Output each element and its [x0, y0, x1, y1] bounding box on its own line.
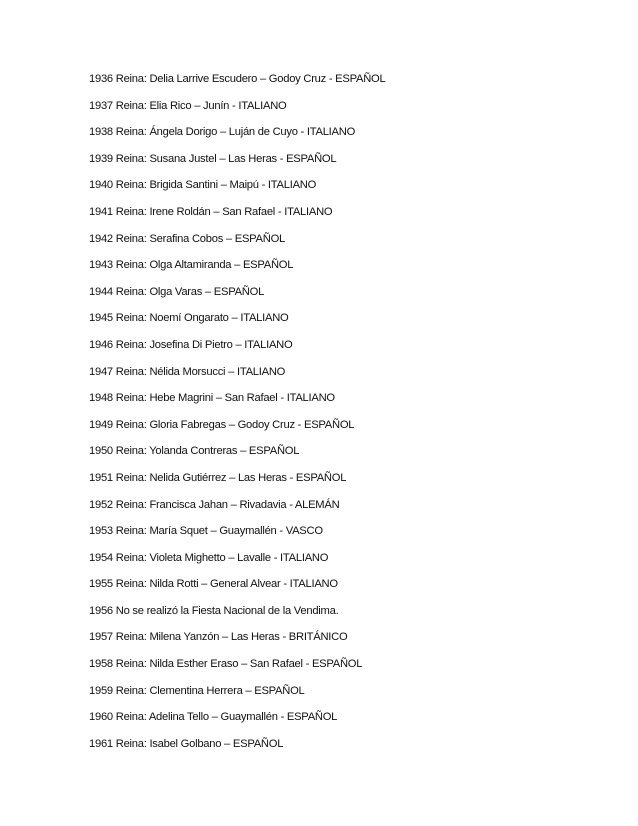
reinas-list	[89, 70, 385, 761]
list-line: 1961 Reina: Isabel Golbano – ESPAÑOL	[89, 737, 284, 750]
list-line: 1948 Reina: Hebe Magrini – San Rafael - ITALIANO	[89, 392, 335, 405]
list-line: 1949 Reina: Gloria Fabregas – Godoy Cruz - ESPAÑOL	[89, 418, 355, 431]
list-line: 1938 Reina: Ángela Dorigo – Luján de Cuyo - ITALIANO	[89, 126, 356, 139]
list-line: 1943 Reina: Olga Altamiranda – ESPAÑOL	[89, 259, 294, 272]
list-line: 1941 Reina: Irene Roldán – San Rafael - ITALIANO	[89, 205, 333, 218]
list-line: 1954 Reina: Violeta Mighetto – Lavalle - ITALIANO	[89, 551, 329, 564]
list-line: 1945 Reina: Noemí Ongarato – ITALIANO	[89, 312, 289, 325]
list-line: 1953 Reina: María Squet – Guaymallén - VASCO	[89, 525, 323, 538]
list-line: 1939 Reina: Susana Justel – Las Heras - ESPAÑOL	[89, 152, 337, 165]
list-line: 1960 Reina: Adelina Tello – Guaymallén - ESPAÑOL	[89, 711, 338, 724]
list-line: 1947 Reina: Nélida Morsucci – ITALIANO	[89, 365, 286, 378]
list-line: 1956 No se realizó la Fiesta Nacional de la Vendima.	[89, 604, 339, 617]
list-line: 1958 Reina: Nilda Esther Eraso – San Rafael - ESPAÑOL	[89, 658, 363, 671]
list-line: 1952 Reina: Francisca Jahan – Rivadavia - ALEMÁN	[89, 498, 340, 511]
list-line: 1936 Reina: Delia Larrive Escudero – Godoy Cruz - ESPAÑOL	[89, 73, 386, 85]
list-line: 1946 Reina: Josefina Di Pietro – ITALIANO	[89, 338, 293, 351]
list-line: 1942 Reina: Serafina Cobos – ESPAÑOL	[89, 232, 286, 245]
list-line: 1959 Reina: Clementina Herrera – ESPAÑOL	[89, 684, 305, 697]
list-line: 1951 Reina: Nelida Gutiérrez – Las Heras - ESPAÑOL	[89, 471, 347, 484]
list-line: 1955 Reina: Nilda Rotti – General Alvear - ITALIANO	[89, 578, 338, 591]
list-line: 1944 Reina: Olga Varas – ESPAÑOL	[89, 285, 265, 298]
list-line: 1957 Reina: Milena Yanzón – Las Heras - BRITÁNICO	[89, 631, 348, 644]
list-line: 1937 Reina: Elia Rico – Junín - ITALIANO	[89, 99, 287, 112]
list-line: 1940 Reina: Brigida Santini – Maipú - ITALIANO	[89, 179, 317, 192]
list-line: 1950 Reina: Yolanda Contreras – ESPAÑOL	[89, 445, 300, 458]
